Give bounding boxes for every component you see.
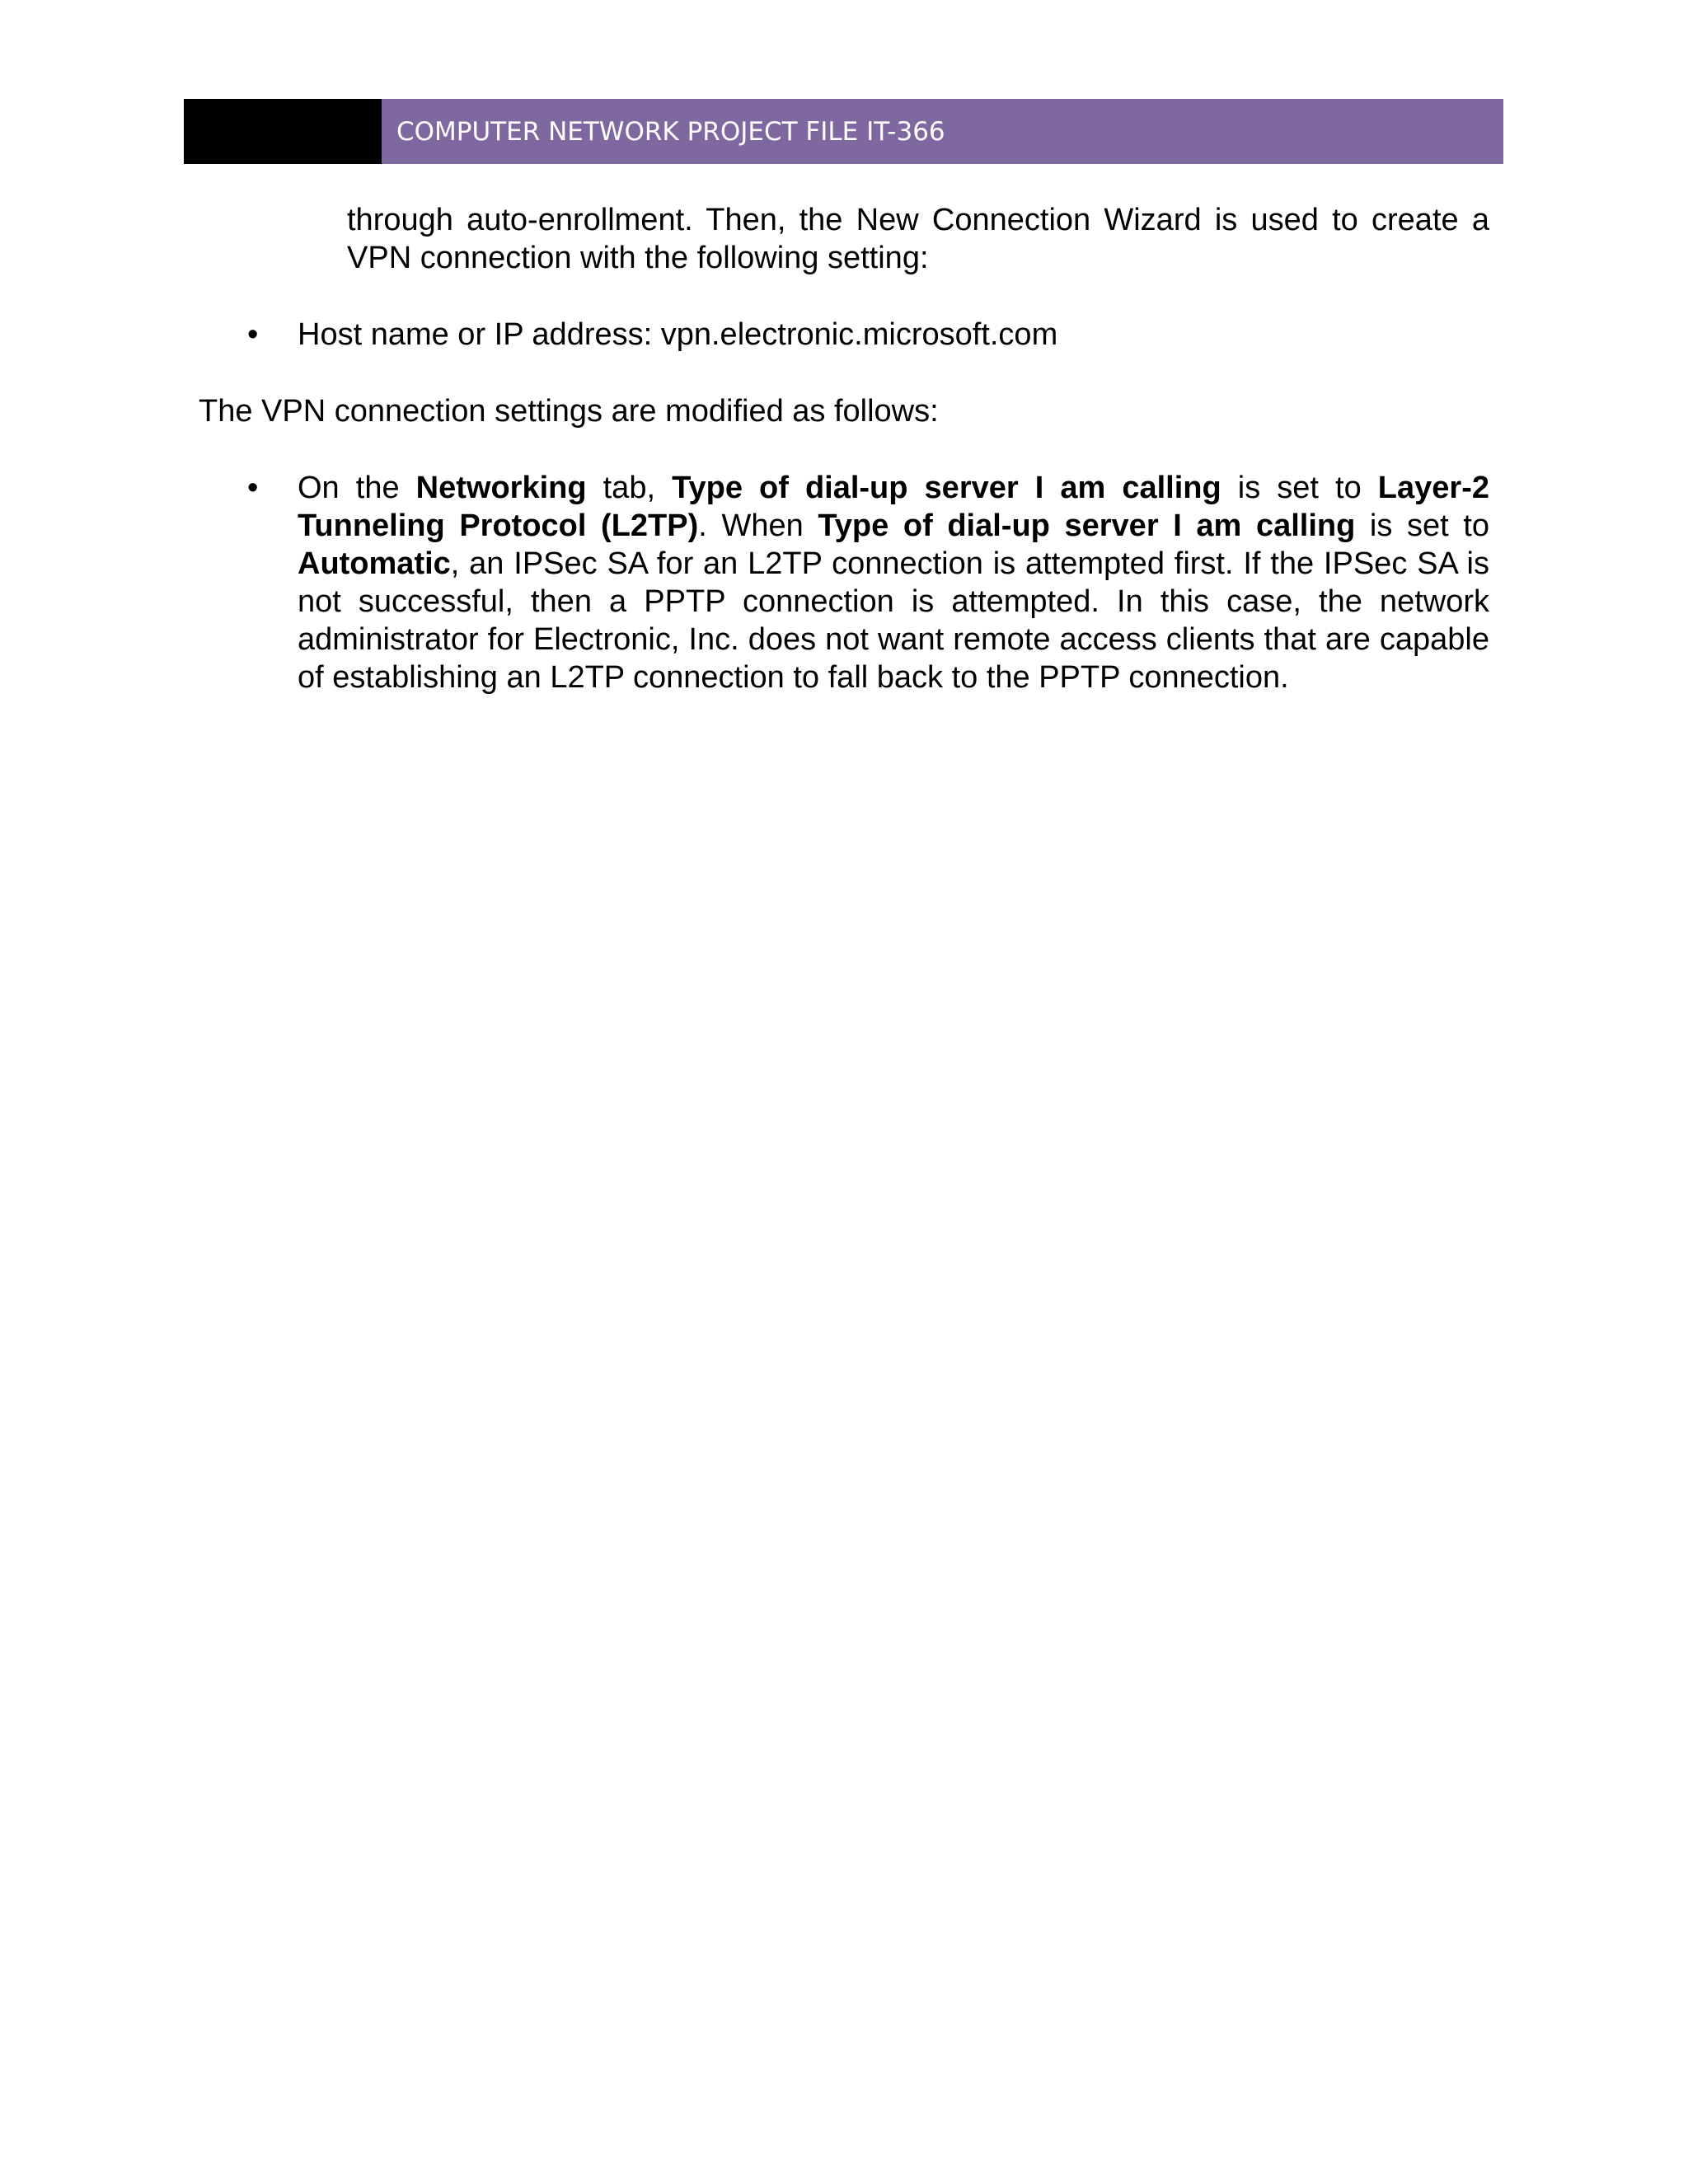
bold-term-dialup-server: Type of dial-up server I am calling (672, 471, 1221, 505)
page-header (184, 99, 1503, 164)
header-black-block (184, 99, 382, 164)
text-run: is set to (1355, 509, 1489, 543)
text-run: tab, (586, 471, 673, 505)
bold-term-automatic: Automatic (298, 546, 451, 581)
networking-bullet-text (298, 469, 1489, 696)
bold-term-networking: Networking (415, 471, 587, 505)
header-title: COMPUTER NETWORK PROJECT FILE IT-366 (396, 116, 945, 147)
bold-term-dialup-server: Type of dial-up server I am calling (818, 509, 1356, 543)
host-bullet-text: Host name or IP address: vpn.electronic.microsoft.com (298, 317, 1058, 352)
bold-term-l2tp: Layer-2 Tunneling Protocol (L2TP) (298, 471, 1489, 543)
text-run: , an IPSec SA for an L2TP connection is attempted first. If the IPSec SA is not successful, then a PPTP connection is attempted. In this case, the network administrator for Electronic, Inc. does not want remote access clients that are capable of establishing an L2TP connection to fall back to the PPTP connection. (298, 546, 1489, 695)
header-title-band (382, 99, 1503, 164)
bullet-marker: • (247, 317, 259, 352)
text-run: On the (298, 471, 416, 505)
settings-intro-paragraph: The VPN connection settings are modified as follows: (199, 394, 939, 429)
intro-paragraph: through auto-enrollment. Then, the New Connection Wizard is used to create a VPN connection with the following setting: (347, 203, 1489, 275)
bullet-marker: • (247, 471, 259, 505)
text-run: . When (698, 509, 818, 543)
text-run: is set to (1221, 471, 1378, 505)
